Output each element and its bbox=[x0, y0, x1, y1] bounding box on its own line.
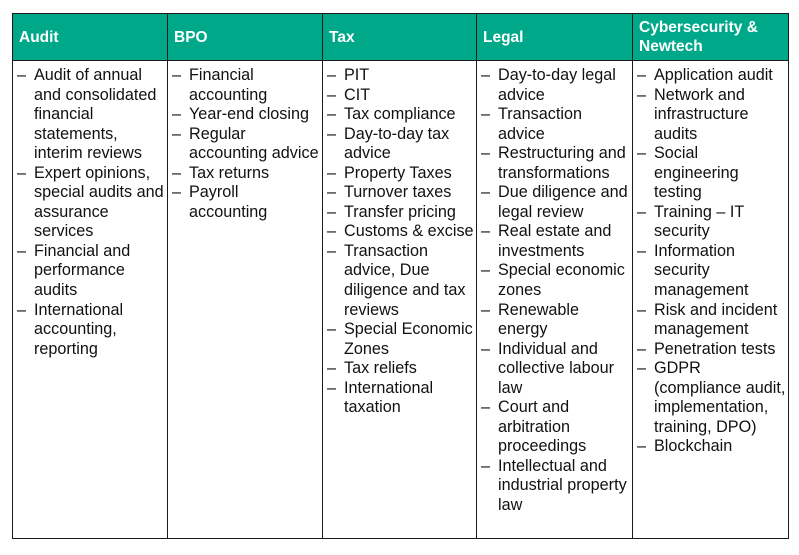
list-item: – Renewable energy bbox=[479, 301, 630, 340]
header-cybersecurity: Cybersecurity & Newtech bbox=[633, 14, 789, 61]
list-item: – Penetration tests bbox=[635, 340, 786, 360]
list-item: – Regular accounting advice bbox=[170, 125, 320, 164]
list-item: – Social engineering testing bbox=[635, 144, 786, 203]
list-item: – Individual and collective labour law bbox=[479, 340, 630, 399]
list-item: – Information security management bbox=[635, 242, 786, 301]
list-item: – Day-to-day legal advice bbox=[479, 66, 630, 105]
list-item: – Year-end closing bbox=[170, 105, 320, 125]
header-audit: Audit bbox=[13, 14, 168, 61]
list-item: – Intellectual and industrial property law bbox=[479, 457, 630, 516]
list-item: – Expert opinions, special audits and assurance services bbox=[15, 164, 165, 242]
list-item: – Restructuring and transformations bbox=[479, 144, 630, 183]
list-item: – Turnover taxes bbox=[325, 183, 474, 203]
list-item: – Due diligence and legal review bbox=[479, 183, 630, 222]
list-tax bbox=[325, 66, 474, 418]
list-item: – Transaction advice bbox=[479, 105, 630, 144]
cell-bpo bbox=[168, 61, 323, 539]
list-item: – International accounting, reporting bbox=[15, 301, 165, 360]
cell-cybersecurity bbox=[633, 61, 789, 539]
list-item: – GDPR (compliance audit, implementation, training, DPO) bbox=[635, 359, 786, 437]
list-item: – Court and arbitration proceedings bbox=[479, 398, 630, 457]
cell-legal bbox=[477, 61, 633, 539]
header-legal: Legal bbox=[477, 14, 633, 61]
list-item: – Real estate and investments bbox=[479, 222, 630, 261]
list-item: – Property Taxes bbox=[325, 164, 474, 184]
list-cybersecurity bbox=[635, 66, 786, 457]
list-item: – Application audit bbox=[635, 66, 786, 86]
list-item: – PIT bbox=[325, 66, 474, 86]
services-table bbox=[12, 13, 789, 539]
cell-tax bbox=[323, 61, 477, 539]
list-item: – Blockchain bbox=[635, 437, 786, 457]
header-tax: Tax bbox=[323, 14, 477, 61]
list-legal bbox=[479, 66, 630, 516]
list-item: – Special Economic Zones bbox=[325, 320, 474, 359]
list-item: – CIT bbox=[325, 86, 474, 106]
list-bpo bbox=[170, 66, 320, 222]
list-item: – Audit of annual and consolidated financial statements, interim reviews bbox=[15, 66, 165, 164]
header-bpo: BPO bbox=[168, 14, 323, 61]
cell-audit bbox=[13, 61, 168, 539]
list-item: – Tax returns bbox=[170, 164, 320, 184]
list-item: – Customs & excise bbox=[325, 222, 474, 242]
list-audit bbox=[15, 66, 165, 359]
list-item: – Risk and incident management bbox=[635, 301, 786, 340]
list-item: – Financial and performance audits bbox=[15, 242, 165, 301]
list-item: – International taxation bbox=[325, 379, 474, 418]
content-row bbox=[13, 61, 789, 539]
list-item: – Special economic zones bbox=[479, 261, 630, 300]
list-item: – Transaction advice, Due diligence and tax reviews bbox=[325, 242, 474, 320]
list-item: – Tax reliefs bbox=[325, 359, 474, 379]
header-row bbox=[13, 14, 789, 61]
list-item: – Day-to-day tax advice bbox=[325, 125, 474, 164]
list-item: – Payroll accounting bbox=[170, 183, 320, 222]
list-item: – Network and infrastructure audits bbox=[635, 86, 786, 145]
list-item: – Tax compliance bbox=[325, 105, 474, 125]
list-item: – Transfer pricing bbox=[325, 203, 474, 223]
list-item: – Financial accounting bbox=[170, 66, 320, 105]
list-item: – Training – IT security bbox=[635, 203, 786, 242]
